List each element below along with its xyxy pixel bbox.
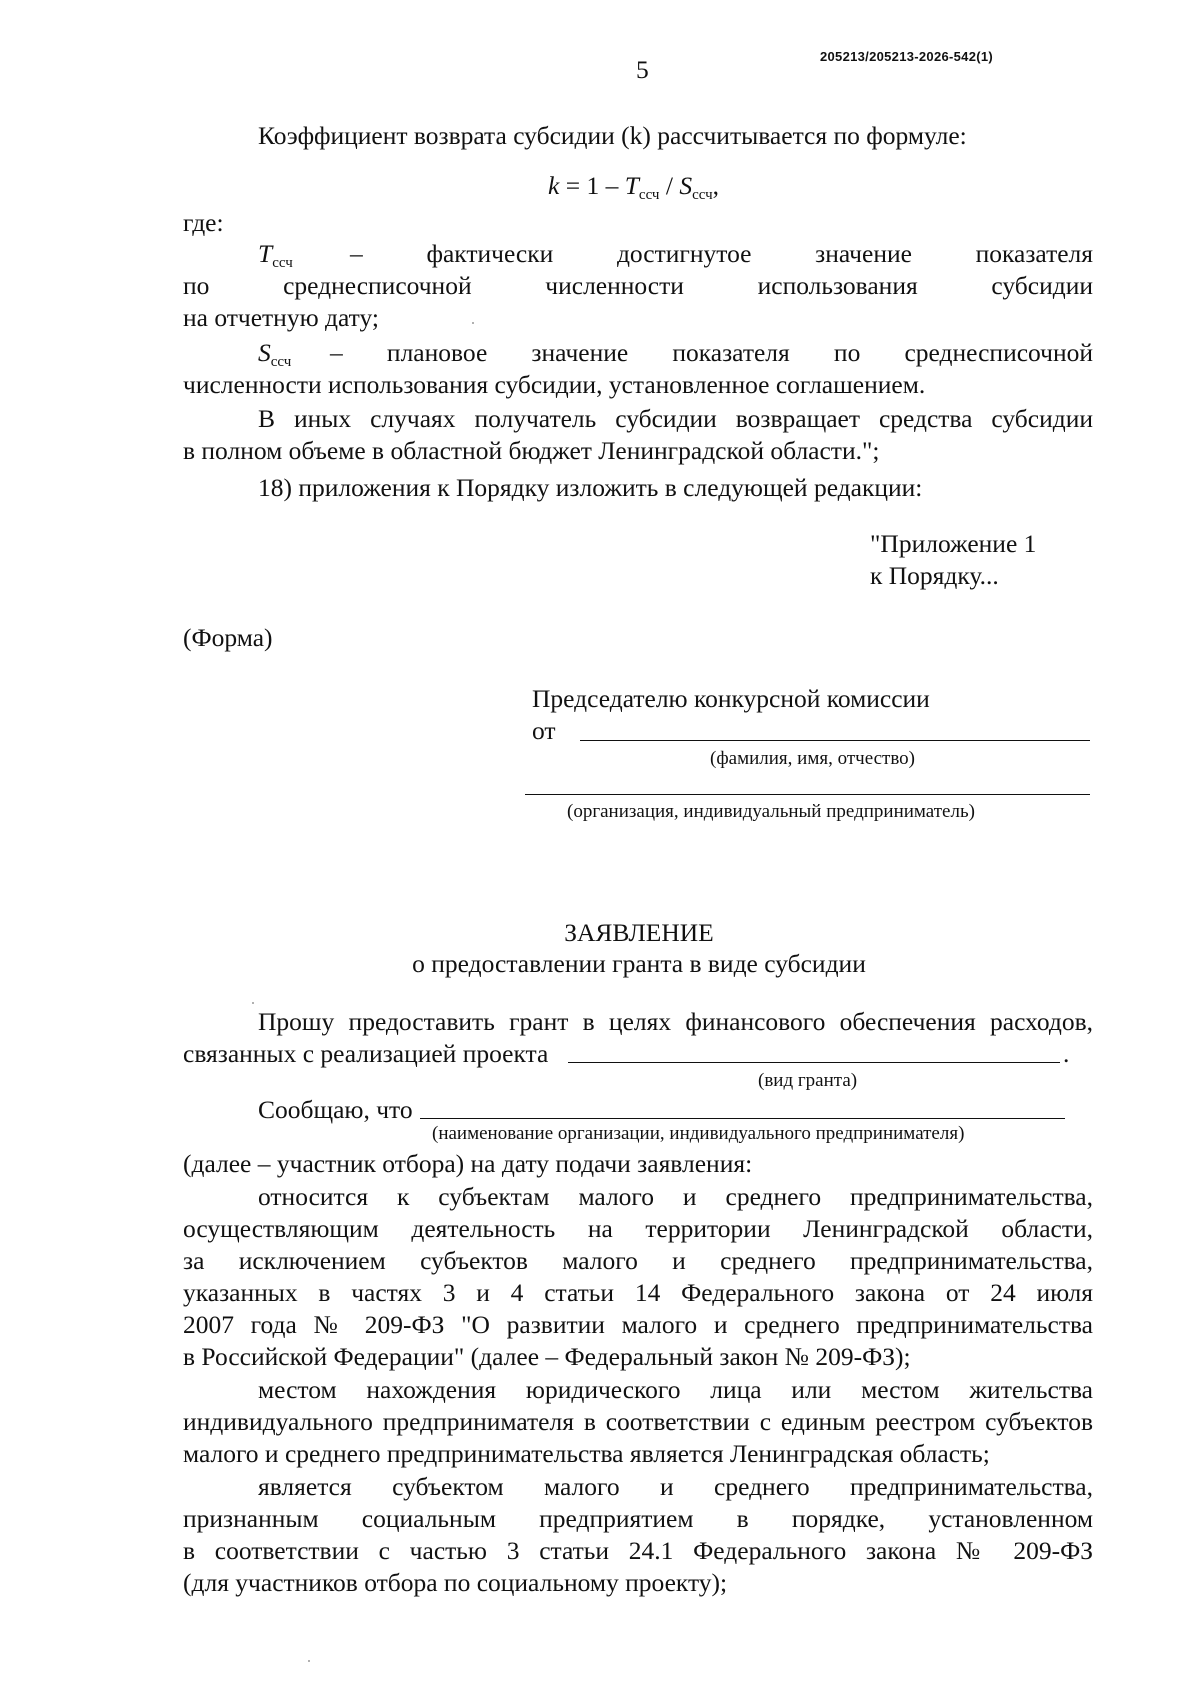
appendix-line1: "Приложение 1 [870, 529, 1037, 558]
addressee-org-caption: (организация, индивидуальный предприниматель) [567, 801, 975, 822]
grant-type-caption: (вид гранта) [758, 1070, 858, 1091]
paragraph-line: является субъектом малого и среднего предпринимательства, [258, 1472, 1093, 1501]
formula-slash: / [659, 171, 680, 200]
s-def-sub: ссч [270, 354, 292, 370]
scan-speck [472, 322, 474, 324]
paragraph-line: относится к субъектам малого и среднего предпринимательства, [258, 1182, 1093, 1211]
formula [548, 170, 719, 211]
paragraph-line: местом нахождения юридического лица или местом жительства [258, 1375, 1093, 1404]
t-definition-line2: по среднесписочной численности использования субсидии [183, 271, 1093, 300]
t-def-word: достигнутое [616, 239, 752, 268]
statement-subtitle: о предоставлении гранта в виде субсидии [412, 949, 866, 978]
inform-label: Сообщаю, что [258, 1095, 413, 1124]
s-def-symbol: S [258, 338, 271, 367]
t-def-word: фактически [426, 239, 554, 268]
formula-lhs: k [548, 171, 560, 200]
formula-suffix: , [712, 171, 719, 200]
paragraph-line: за исключением субъектов малого и среднего предпринимательства, [183, 1246, 1093, 1275]
paragraph-line: в Российской Федерации" (далее – Федеральный закон № 209-ФЗ); [183, 1342, 911, 1371]
formula-s-sub: ссч [692, 187, 713, 203]
inform-org-line [420, 1118, 1065, 1119]
paragraph-intro: (далее – участник отбора) на дату подачи заявления: [183, 1149, 753, 1178]
addressee-org-line [525, 794, 1090, 795]
where-label: где: [183, 208, 224, 237]
paragraph-line: признанным социальным предприятием в порядке, установленном [183, 1504, 1093, 1533]
paragraph-line: в соответствии с частью 3 статьи 24.1 Федерального закона № 209-ФЗ [183, 1536, 1093, 1565]
s-definition-line2: численности использования субсидии, установленное соглашением. [183, 370, 926, 399]
paragraph-line: малого и среднего предпринимательства является Ленинградская область; [183, 1439, 990, 1468]
item-18: 18) приложения к Порядку изложить в следующей редакции: [258, 473, 923, 502]
request-line2: связанных с реализацией проекта [183, 1039, 549, 1068]
t-def-symbol: T [258, 239, 273, 268]
scan-speck [252, 1002, 254, 1004]
inform-caption: (наименование организации, индивидуального предпринимателя) [432, 1123, 965, 1144]
paragraph-line: индивидуального предпринимателя в соответствии с единым реестром субъектов [183, 1407, 1093, 1436]
formula-t-sub: ссч [638, 187, 660, 203]
addressee-title: Председателю конкурсной комиссии [532, 684, 930, 713]
paragraph-line: (для участников отбора по социальному проекту); [183, 1568, 728, 1597]
paragraph-line: осуществляющим деятельность на территории Ленинградской области, [183, 1214, 1093, 1243]
t-definition-line3: на отчетную дату; [183, 303, 379, 332]
addressee-fio-caption: (фамилия, имя, отчество) [710, 748, 916, 769]
paragraph-line: 2007 года № 209-ФЗ "О развитии малого и среднего предпринимательства [183, 1310, 1093, 1339]
addressee-fio-line [580, 740, 1090, 741]
grant-type-line [568, 1062, 1060, 1063]
document-id: 205213/205213-2026-542(1) [820, 49, 994, 64]
t-def-sub: ссч [272, 255, 293, 271]
form-label: (Форма) [183, 623, 273, 652]
appendix-line2: к Порядку... [870, 561, 999, 590]
formula-intro [258, 120, 967, 152]
request-line1: Прошу предоставить грант в целях финансового обеспечения расходов, [258, 1007, 1093, 1036]
other-cases-line1: В иных случаях получатель субсидии возвращает средства субсидии [258, 404, 1093, 433]
other-cases-line2: в полном объеме в областной бюджет Ленинградской области."; [183, 436, 880, 465]
formula-s-symbol: S [679, 171, 693, 200]
s-definition-line1: – плановое значение показателя по среднесписочной [330, 338, 1093, 367]
t-def-word: – [350, 239, 363, 268]
page-number: 5 [636, 55, 649, 84]
t-def-word: показателя [975, 239, 1093, 268]
request-line2-end: . [1063, 1039, 1070, 1068]
t-definition-line1 [350, 238, 1093, 270]
formula-t-symbol: T [624, 171, 639, 200]
addressee-from-label: от [532, 716, 556, 745]
formula-rhs-prefix: = 1 – [559, 171, 625, 200]
t-def-word: значение [815, 239, 912, 268]
paragraph-line: указанных в частях 3 и 4 статьи 14 Федерального закона от 24 июля [183, 1278, 1093, 1307]
scan-speck [308, 1660, 310, 1662]
formula-intro-text: Коэффициент возврата субсидии (k) рассчитывается по формуле: [258, 121, 967, 150]
statement-title: ЗАЯВЛЕНИЕ [564, 918, 714, 947]
